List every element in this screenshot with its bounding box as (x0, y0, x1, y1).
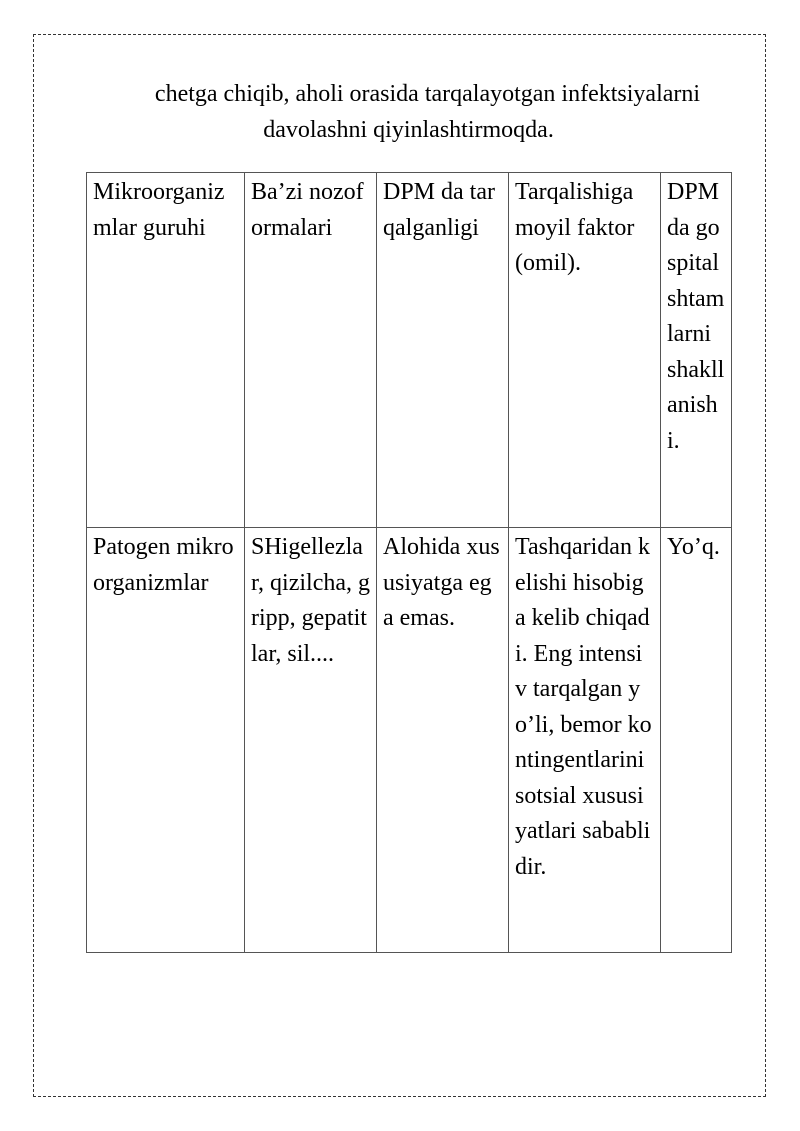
header-cell-hospital-strains: DPM da gospital shtamlarni shakllanishi. (661, 173, 732, 528)
header-cell-factor: Tarqalishiga moyil faktor (omil). (509, 173, 661, 528)
table-cell-spread: Alohida xususiyatga ega emas. (377, 528, 509, 953)
table-cell-hospital-strains: Yo’q. (661, 528, 732, 953)
header-cell-spread: DPM da tarqalganligi (377, 173, 509, 528)
microorganism-table (86, 172, 732, 953)
table-cell-group: Patogen mikroorganizmlar (87, 528, 245, 953)
table-header-row (87, 173, 732, 528)
header-cell-group: Mikroorganizmlar guruhi (87, 173, 245, 528)
table-cell-factor: Tashqaridan kelishi hisobiga kelib chiqadi. Eng intensiv tarqalgan yo’li, bemor kontingentlarini sotsial xususiyatlari sabablidir. (509, 528, 661, 953)
intro-line-2: davolashni qiyinlashtirmoqda. (263, 117, 554, 143)
header-cell-nosoforms: Ba’zi nozoformalari (245, 173, 377, 528)
table-row (87, 528, 732, 953)
table-cell-nosoforms: SHigellezlar, qizilcha, gripp, gepatitlar, sil.... (245, 528, 377, 953)
intro-line-1: chetga chiqib, aholi orasida tarqalayotgan infektsiyalarni (154, 81, 701, 107)
intro-paragraph (86, 76, 731, 148)
